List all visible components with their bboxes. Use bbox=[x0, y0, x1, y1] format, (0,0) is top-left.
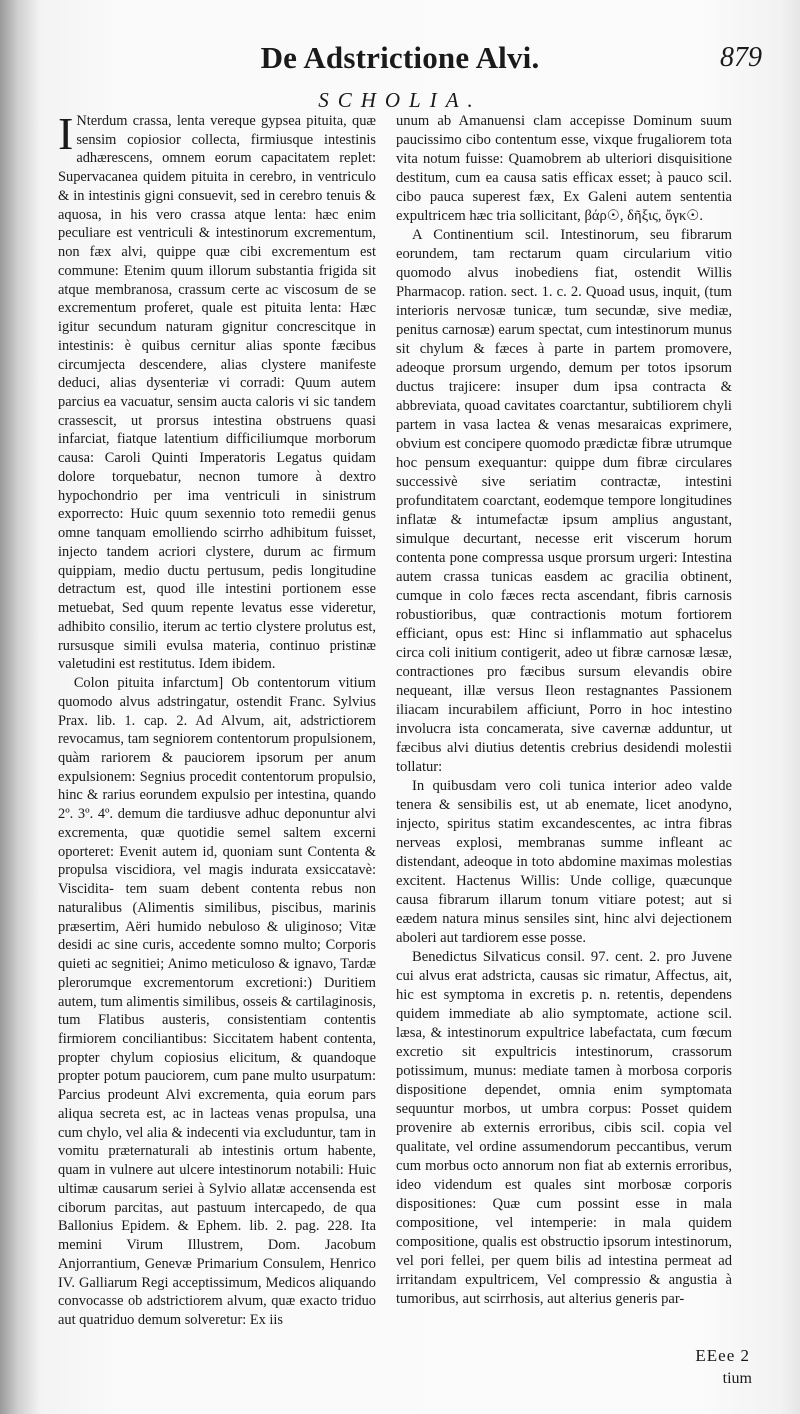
page-number: 879 bbox=[720, 42, 762, 73]
catchword: tium bbox=[722, 1370, 752, 1387]
paragraph: unum ab Amanuensi clam accepisse Dominum suum paucissimo cibo contentum esse, vixque frugaliorem tota vita notum fuisse: Quamobrem ab ulteriori disquisitione destitum, cum ea causa satis efficax esset; à pauco scil. cibo pauca superest fæx, Ex Galeni autem sententia expultricem hæc tria sollicitant, βάρ☉, δῆξις, ὄγκ☉. bbox=[396, 113, 732, 224]
paragraph: In quibusdam vero coli tunica interior adeo valde tenera & sensibilis est, ut ab enemate, licet anodyno, injecto, spiritus statim excandescentes, ac intra fibras nerveas explosi, membranas summe infleant ac distendant, adeoque in toto abdomine maximas molestias excitent. Hactenus Willis: Unde collige, quæcunque causa fibrarum illarum tonum vitiare potest; aut si eædem natura minus sensiles sint, hinc alvi dejectionem aboleri aut tardiorem esse posse. bbox=[396, 778, 732, 946]
paragraph-text: Nterdum crassa, lenta vereque gypsea pituita, quæ sensim copiosior collecta, firmiusque intestinis adhærescens, omnem eorum capacitatem replet: Supervacanea quidem pituita in cerebro, in ventriculo & in intestinis gigni consuevit, sed in cerebro tenuis & aquosa, in his vero crassa atque lenta: hæc enim peculiare est ventriculi & intestinorum excrementum, non fæx alvi, quippe quæ cibi excrementum est commune: Etenim quum illorum substantia frigida sit atque membranosa, crassum certe ac viscosum de se excrementum proferet, quale est pituita lenta: Hæc igitur secundum naturam gignitur concrescitque in intestinis: è quibus cernitur alias sponte fæcibus circumjecta descendere, alias clystere manifeste deduci, alias dysenteriæ vi corradi: Quum autem parcius ea vacuatur, sensim aucta caloris vi sic tandem crassescit, ut prorsus intestina obstruens quasi infarciat, fiatque latentium difficiliumque morborum causa: Caroli Quinti Imperatoris Legatus quidam dolore torquebatur, necnon tumore à dextro hypochondrio per ima ventriculi in sinistrum exporrecto: Huic quum sexennio toto remedii genus omne tanquam emolliendo scirrho adhibitum fuisset, injecto tandem acriori clystere, durum ac firmum quippiam, medio ductu pertusum, pedis longitudine detractum est, quod ille intestini portionem esse metuebat, Sed quum repente levatus esse videretur, adhibito consilio, iterum ac tertio clystere prolutus est, rursusque simili evulsa materia, continuo pristinæ valetudini est restitutus. Idem ibidem. bbox=[58, 113, 376, 673]
running-head: De Adstrictione Alvi. bbox=[260, 40, 540, 75]
section-title: SCHOLIA. bbox=[318, 88, 482, 112]
paragraph: A Continentium scil. Intestinorum, seu fibrarum eorundem, tam rectarum quam circularium vitio quomodo alvus inobediens fiat, ostendit Willis Pharmacop. ration. sect. 1. c. 2. Quoad usus, inquit, (tum interioris nervosæ tunicæ, tum secundæ, sive mediæ, penitus carnosæ) earum spectat, cum intestinorum munus sit chylum & fæces à parte in partem promovere, adeoque prorsum urgendo, demum per totos ipsorum ductus trajicere: insuper dum ipsa contracta & abbreviata, quoad cavitates coarctantur, subtiliorem chyli partem in vasa lactea & venas mesaraicas exprimere, obvium est concipere quomodo prædictæ fibræ utrumque hoc pensum exequantur: quippe dum fibræ circulares successivè sive seriatim contractæ, intestini profunditatem coarctant, eodemque tempore longitudines inflatæ & intumefactæ ipsum amplius angustant, simulque decurtant, necesse erit viscerum horum contenta pone compressa usque prorsum urgeri: Intestina autem crassa tunicas easdem ac gracilia obtinent, cumque in colo fæces recta ascendant, fibris carnosis robustioribus, quæ contractionis motum fortiorem efficiant, opus est: Hinc si inflammatio aut sphacelus circa coli initium contigerit, adeo ut fibræ carnosæ læsæ, contractiones pro fæcibus sursum elevandis obire nequeant, illæ versus Ileon restagnantes Passionem iliacam incurabilem afficiunt, Porro in hoc intestino involucra ista concamerata, sive cavernæ adduntur, ut fæcibus alvi diutius detentis crebrius desidendi molestii tollatur: bbox=[396, 227, 732, 775]
paragraph bbox=[58, 108, 376, 674]
drop-cap: I bbox=[58, 108, 74, 159]
paragraph: Colon pituita infarctum] Ob contentorum vitium quomodo alvus adstringatur, ostendit Franc. Sylvius Prax. lib. 1. cap. 2. Ad Alvum, ait, adstrictiorem revocamus, tam segniorem contentorum propulsionem, quàm rariorem & pauciorem ipsorum per anum expulsionem: Segnius procedit contentorum propulsio, hinc & rarius eorundem expulsio per intestina, quando 2º. 3º. 4º. demum die tardiusve adhuc deponuntur alvi excrementa, quæ quotidie semel saltem excerni oporteret: Evenit autem id, quoniam sunt Contenta & propulsa viscidiora, vel magis indurata exsiccatavè: Viscidita- tem suam debent contenta rebus non naturalibus (Alimentis similibus, piscibus, marinis præsertim, Aëri humido nebuloso & uliginoso; Vitæ desidi ac sine curis, accedente somno multo; Corporis quieti ac segnitiei; Animo meticuloso & ignavo, Tardæ plerorumque excrementorum excretioni:) Duritiem autem, tum alimentis similibus, osseis & cartilaginosis, tum Flatibus austeris, consistentiam contentis firmiorem conciliantibus: Siccitatem habent contenta, propter chylum copiosius elicitum, & quandoque propter potum pauciorem, cum pane multo usurpatum: Parcius prodeunt Alvi excrementa, quia eorum pars aliqua secreta est, ac in lacteas venas propulsa, una cum chylo, vel alia & indecenti via excluduntur, tam in vomitu præternaturali ab intestinis ortum habente, quam in vulnere aut ulcere intestinorum notabili: Huic ultimæ causarum seriei à Sylvio allatæ accensenda est ciborum parcitas, aut pastuum intercapedo, de qua Ballonius Epidem. & Ephem. lib. 2. pag. 228. Ita memini Virum Illustrem, Dom. Jacobum Anjorrantium, Genevæ Primarium Consulem, Henrico IV. Galliarum Regi acceptissimum, Medicos aliquando convocasse ob adstrictiorem alvum, quæ exacto triduo aut quatriduo demum solveretur: Ex iis bbox=[58, 675, 376, 1328]
right-column bbox=[396, 112, 732, 1309]
left-column bbox=[58, 108, 376, 1330]
signature-mark: EEee 2 bbox=[695, 1346, 750, 1365]
paragraph: Benedictus Silvaticus consil. 97. cent. 2. pro Juvene cui alvus erat adstricta, causas sic rimatur, Affectus, ait, hic est symptoma in excretis p. n. retentis, dependens quidem immediate ab alio symptomate, actione scil. læsa, & intestinorum expultrice labefactata, cum fœcum excretio sit expultricis intestinorum, crassorum potissimum, munus: mediate tamen à morbosa corporis dispositione dependet, omnia enim symptomata sequuntur morbos, ut umbra corpus: Posset quidem provenire ab externis erroribus, cibis scil. copia vel qualitate, vel ordine assumendorum peccantibus, verum cum morbus octo annorum non fiat ab externis erroribus, ideo videndum est quales sint morbosæ corporis dispositiones: Quæ cum possint esse in mala compositione, vel intemperie: in mala quidem compositione, qualis est obstructio ipsorum intestinorum, vel pori fellei, per quem bilis ad intestina permeat ad irritandam expultricem, Vel compressio & angustia à tumoribus, aut scirrhosis, aut alterius generis par- bbox=[396, 949, 732, 1307]
